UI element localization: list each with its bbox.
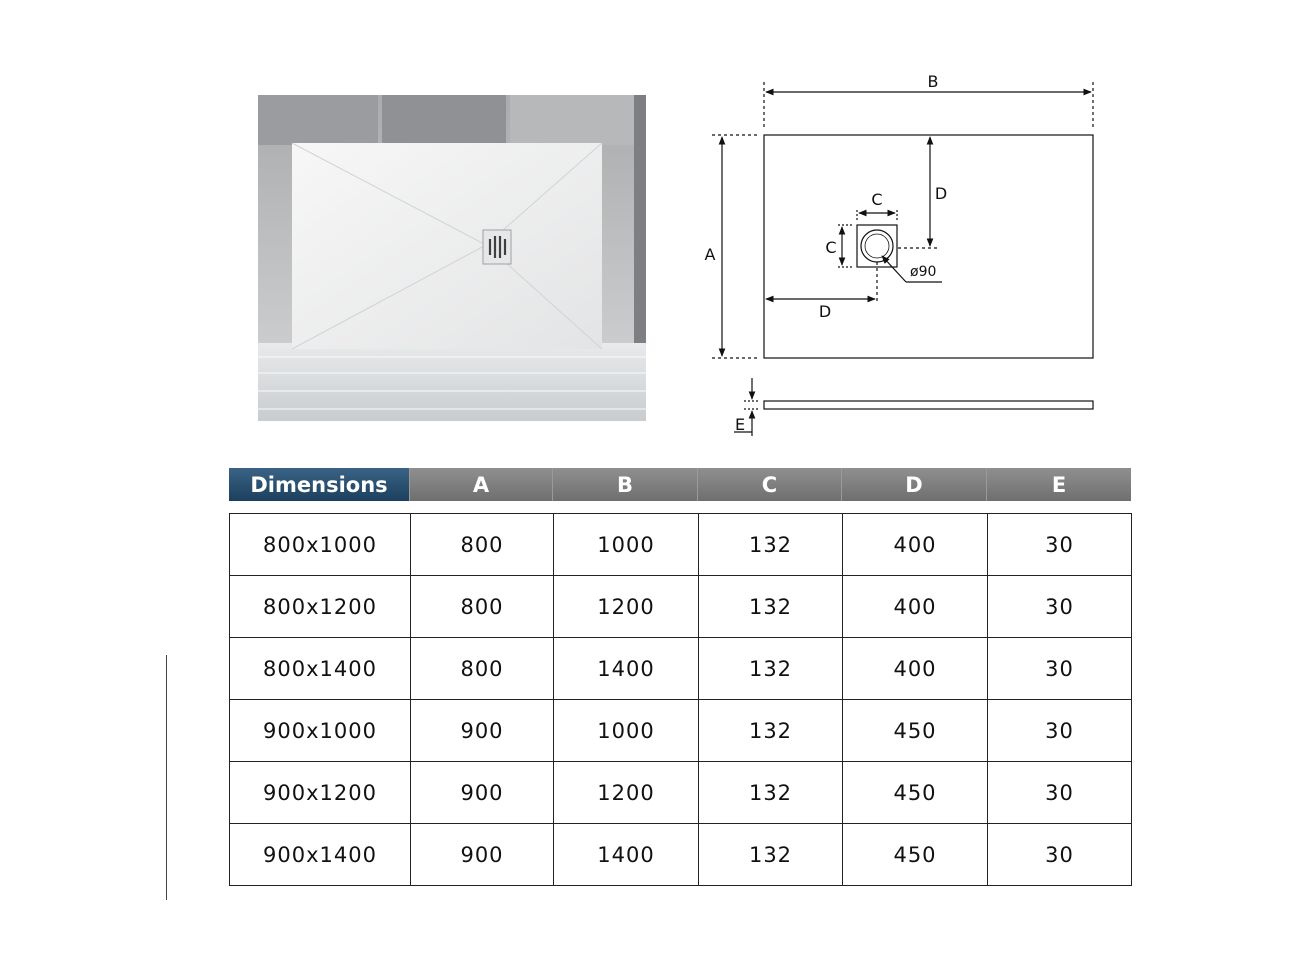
table-row [230, 824, 1132, 886]
table-row [230, 514, 1132, 576]
tray-outline [764, 135, 1093, 358]
drain-box [857, 225, 897, 267]
cell-e: 30 [988, 824, 1132, 886]
label-c-side: C [825, 238, 837, 257]
cell-c: 132 [699, 514, 843, 576]
label-a: A [704, 245, 716, 264]
cell-dimensions: 900x1400 [230, 824, 411, 886]
table-row [230, 700, 1132, 762]
cell-b: 1200 [554, 762, 699, 824]
cell-c: 132 [699, 762, 843, 824]
header-b: B [553, 468, 698, 501]
header-dimensions: Dimensions [229, 468, 410, 501]
label-b: B [927, 72, 939, 91]
label-drain-diameter: ø90 [910, 264, 937, 280]
header-e: E [987, 468, 1131, 501]
label-e: E [734, 415, 746, 434]
cell-d: 400 [843, 514, 988, 576]
cell-e: 30 [988, 638, 1132, 700]
label-d-horizontal: D [818, 302, 832, 321]
cell-b: 1200 [554, 576, 699, 638]
table-body [229, 513, 1132, 886]
cell-c: 132 [699, 638, 843, 700]
cell-a: 900 [411, 824, 554, 886]
cell-dimensions: 800x1200 [230, 576, 411, 638]
cell-d: 400 [843, 576, 988, 638]
tray-profile [764, 401, 1093, 409]
header-c: C [698, 468, 842, 501]
cell-c: 132 [699, 824, 843, 886]
technical-drawing [690, 60, 1130, 450]
cell-dimensions: 900x1200 [230, 762, 411, 824]
cell-d: 450 [843, 824, 988, 886]
cell-b: 1400 [554, 638, 699, 700]
cell-d: 400 [843, 638, 988, 700]
cell-a: 800 [411, 638, 554, 700]
cell-dimensions: 800x1000 [230, 514, 411, 576]
cell-b: 1000 [554, 700, 699, 762]
table-header [229, 468, 1131, 501]
drain-circle [861, 230, 893, 262]
cell-b: 1400 [554, 824, 699, 886]
cell-e: 30 [988, 576, 1132, 638]
cell-e: 30 [988, 514, 1132, 576]
cell-e: 30 [988, 700, 1132, 762]
cell-b: 1000 [554, 514, 699, 576]
cell-a: 900 [411, 700, 554, 762]
cell-d: 450 [843, 700, 988, 762]
label-c-top: C [871, 190, 883, 209]
cell-d: 450 [843, 762, 988, 824]
cell-c: 132 [699, 700, 843, 762]
table-row [230, 762, 1132, 824]
cell-e: 30 [988, 762, 1132, 824]
cell-c: 132 [699, 576, 843, 638]
cell-dimensions: 900x1000 [230, 700, 411, 762]
cell-a: 800 [411, 576, 554, 638]
cell-a: 900 [411, 762, 554, 824]
divider-line [166, 655, 167, 900]
header-a: A [410, 468, 553, 501]
cell-a: 800 [411, 514, 554, 576]
dimensions-table [229, 468, 1131, 886]
label-d-vertical: D [934, 184, 948, 203]
header-d: D [842, 468, 987, 501]
cell-dimensions: 800x1400 [230, 638, 411, 700]
table-row [230, 576, 1132, 638]
table-row [230, 638, 1132, 700]
product-photo [258, 95, 646, 421]
